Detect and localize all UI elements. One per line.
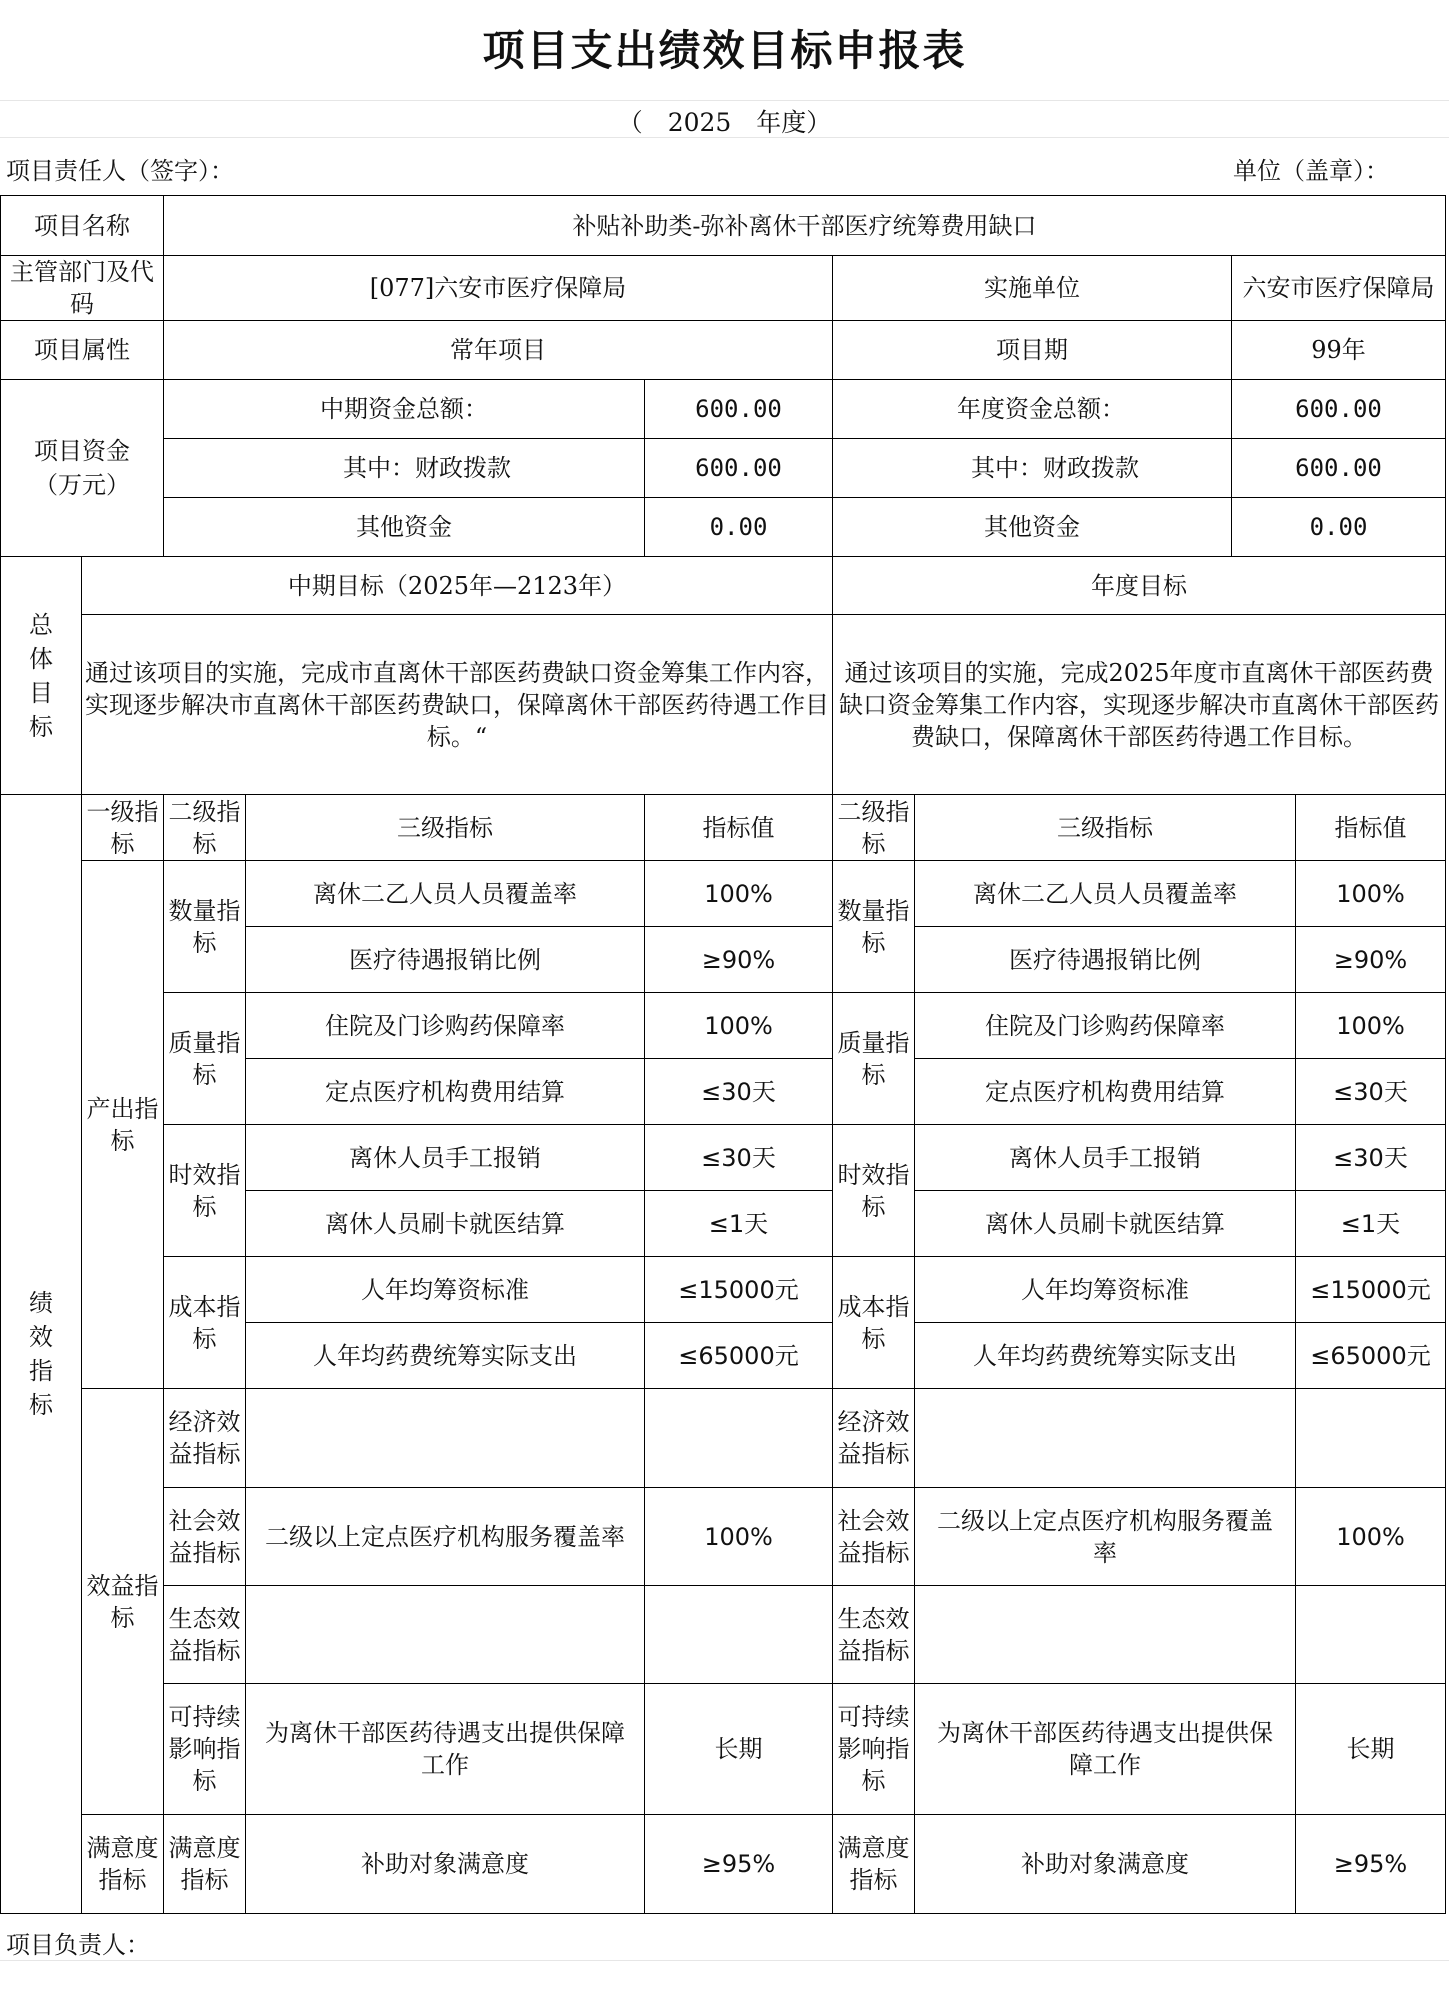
indicator-value-empty-right xyxy=(1296,1389,1446,1488)
year-line: （ 2025 年度） xyxy=(617,108,832,137)
indicator-name-empty-right xyxy=(915,1389,1296,1488)
unit-seal-label: 单位（盖章）： xyxy=(1233,157,1389,185)
indicators-section-label xyxy=(1,795,82,1914)
indicator-name-right: 二级以上定点医疗机构服务覆盖率 xyxy=(915,1488,1296,1586)
year-other-label: 其他资金 xyxy=(833,498,1232,557)
cost-label-right: 成本指标 xyxy=(833,1257,915,1389)
col-level2-header: 二级指标 xyxy=(164,795,246,861)
indicator-name: 二级以上定点医疗机构服务覆盖率 xyxy=(246,1488,645,1586)
indicator-value-empty-right xyxy=(1296,1586,1446,1684)
indicator-name: 离休人员手工报销 xyxy=(246,1125,645,1191)
quantity-label-right: 数量指标 xyxy=(833,861,915,993)
indicator-value: 100% xyxy=(645,1488,833,1586)
indicator-value-right: 100% xyxy=(1296,1488,1446,1586)
indicator-value-right: ≤30天 xyxy=(1296,1125,1446,1191)
year-fiscal-label: 其中：财政拨款 xyxy=(833,439,1232,498)
project-owner-label: 项目负责人： xyxy=(6,1931,150,1959)
overall-goal-label-text: 总体目标 xyxy=(29,610,53,741)
indicator-name-right: 人年均筹资标准 xyxy=(915,1257,1296,1323)
economic-label: 经济效益指标 xyxy=(164,1389,246,1488)
year-fiscal-value: 600.00 xyxy=(1232,439,1446,498)
indicator-value-empty xyxy=(645,1586,833,1684)
page-title: 项目支出绩效目标申报表 xyxy=(482,26,967,75)
col-level2-header-right: 二级指标 xyxy=(833,795,915,861)
indicators-section-label-text: 绩效指标 xyxy=(29,1289,53,1419)
mid-total-value: 600.00 xyxy=(645,380,833,439)
satisfaction-indicator-label: 满意度指标 xyxy=(82,1815,164,1914)
period-value: 99年 xyxy=(1232,321,1446,380)
indicator-value-right: 100% xyxy=(1296,861,1446,927)
indicator-name-right: 人年均药费统筹实际支出 xyxy=(915,1323,1296,1389)
indicator-name: 住院及门诊购药保障率 xyxy=(246,993,645,1059)
col-value-header-right: 指标值 xyxy=(1296,795,1446,861)
cost-label: 成本指标 xyxy=(164,1257,246,1389)
indicator-name-right: 补助对象满意度 xyxy=(915,1815,1296,1914)
impl-unit-label: 实施单位 xyxy=(833,256,1232,321)
output-indicator-label: 产出指标 xyxy=(82,861,164,1389)
period-label: 项目期 xyxy=(833,321,1232,380)
performance-table xyxy=(0,195,1446,1914)
funds-label-text: 项目资金（万元） xyxy=(34,437,130,499)
dept-value: [077]六安市医疗保障局 xyxy=(164,256,833,321)
mid-other-label: 其他资金 xyxy=(164,498,645,557)
overall-goal-label xyxy=(1,557,82,795)
indicator-name: 补助对象满意度 xyxy=(246,1815,645,1914)
quality-label-right: 质量指标 xyxy=(833,993,915,1125)
indicator-name: 离休人员刷卡就医结算 xyxy=(246,1191,645,1257)
indicator-value: ≥90% xyxy=(645,927,833,993)
indicator-name-empty xyxy=(246,1389,645,1488)
indicator-value: 100% xyxy=(645,993,833,1059)
timeliness-label: 时效指标 xyxy=(164,1125,246,1257)
indicator-value-right: ≤15000元 xyxy=(1296,1257,1446,1323)
indicator-name-right: 离休人员手工报销 xyxy=(915,1125,1296,1191)
social-label-right: 社会效益指标 xyxy=(833,1488,915,1586)
indicator-name-right: 离休人员刷卡就医结算 xyxy=(915,1191,1296,1257)
indicator-name: 为离休干部医药待遇支出提供保障工作 xyxy=(246,1684,645,1815)
dept-label: 主管部门及代码 xyxy=(1,256,164,321)
indicator-value: ≤65000元 xyxy=(645,1323,833,1389)
year-goal-text: 通过该项目的实施，完成2025年度市直离休干部医药费缺口资金筹集工作内容，实现逐步解决市直离休干部医药费缺口，保障离休干部医药待遇工作目标。 xyxy=(833,615,1446,795)
satisfaction-sub-label: 满意度指标 xyxy=(164,1815,246,1914)
indicator-name-right: 离休二乙人员人员覆盖率 xyxy=(915,861,1296,927)
ecology-label-right: 生态效益指标 xyxy=(833,1586,915,1684)
indicator-value: ≤30天 xyxy=(645,1059,833,1125)
mid-goal-header: 中期目标（2025年—2123年） xyxy=(82,557,833,615)
satisfaction-sub-label-right: 满意度指标 xyxy=(833,1815,915,1914)
quality-label: 质量指标 xyxy=(164,993,246,1125)
project-name-label: 项目名称 xyxy=(1,196,164,256)
mid-fiscal-label: 其中：财政拨款 xyxy=(164,439,645,498)
impl-unit-value: 六安市医疗保障局 xyxy=(1232,256,1446,321)
mid-other-value: 0.00 xyxy=(645,498,833,557)
indicator-value-right: 长期 xyxy=(1296,1684,1446,1815)
indicator-name-right: 定点医疗机构费用结算 xyxy=(915,1059,1296,1125)
ecology-label: 生态效益指标 xyxy=(164,1586,246,1684)
sustain-label-right: 可持续影响指标 xyxy=(833,1684,915,1815)
indicator-value: ≥95% xyxy=(645,1815,833,1914)
social-label: 社会效益指标 xyxy=(164,1488,246,1586)
col-level1-header: 一级指标 xyxy=(82,795,164,861)
indicator-value: ≤1天 xyxy=(645,1191,833,1257)
mid-goal-text: 通过该项目的实施，完成市直离休干部医药费缺口资金筹集工作内容，实现逐步解决市直离休干部医药费缺口，保障离休干部医药待遇工作目标。“ xyxy=(82,615,833,795)
indicator-name: 医疗待遇报销比例 xyxy=(246,927,645,993)
indicator-value-right: ≥95% xyxy=(1296,1815,1446,1914)
indicator-value: ≤15000元 xyxy=(645,1257,833,1323)
indicator-name: 定点医疗机构费用结算 xyxy=(246,1059,645,1125)
indicator-name: 人年均药费统筹实际支出 xyxy=(246,1323,645,1389)
indicator-name: 离休二乙人员人员覆盖率 xyxy=(246,861,645,927)
indicator-value: 100% xyxy=(645,861,833,927)
indicator-value-right: ≥90% xyxy=(1296,927,1446,993)
year-other-value: 0.00 xyxy=(1232,498,1446,557)
benefit-indicator-label: 效益指标 xyxy=(82,1389,164,1815)
year-goal-header: 年度目标 xyxy=(833,557,1446,615)
col-level3-header-right: 三级指标 xyxy=(915,795,1296,861)
col-value-header: 指标值 xyxy=(645,795,833,861)
funds-label xyxy=(1,380,164,557)
indicator-name-right: 医疗待遇报销比例 xyxy=(915,927,1296,993)
quantity-label: 数量指标 xyxy=(164,861,246,993)
mid-total-label: 中期资金总额： xyxy=(164,380,645,439)
year-total-label: 年度资金总额： xyxy=(833,380,1232,439)
indicator-value-right: 100% xyxy=(1296,993,1446,1059)
indicator-value-right: ≤30天 xyxy=(1296,1059,1446,1125)
indicator-value: 长期 xyxy=(645,1684,833,1815)
indicator-value: ≤30天 xyxy=(645,1125,833,1191)
indicator-value-right: ≤65000元 xyxy=(1296,1323,1446,1389)
year-total-value: 600.00 xyxy=(1232,380,1446,439)
economic-label-right: 经济效益指标 xyxy=(833,1389,915,1488)
grid-line xyxy=(0,1960,1449,1961)
signer-label: 项目责任人（签字）： xyxy=(6,157,234,185)
project-name-value: 补贴补助类-弥补离休干部医疗统筹费用缺口 xyxy=(164,196,1446,256)
mid-fiscal-value: 600.00 xyxy=(645,439,833,498)
indicator-name-empty-right xyxy=(915,1586,1296,1684)
indicator-name: 人年均筹资标准 xyxy=(246,1257,645,1323)
sustain-label: 可持续影响指标 xyxy=(164,1684,246,1815)
attr-label: 项目属性 xyxy=(1,321,164,380)
timeliness-label-right: 时效指标 xyxy=(833,1125,915,1257)
col-level3-header: 三级指标 xyxy=(246,795,645,861)
indicator-name-empty xyxy=(246,1586,645,1684)
attr-value: 常年项目 xyxy=(164,321,833,380)
indicator-value-empty xyxy=(645,1389,833,1488)
indicator-name-right: 为离休干部医药待遇支出提供保障工作 xyxy=(915,1684,1296,1815)
indicator-name-right: 住院及门诊购药保障率 xyxy=(915,993,1296,1059)
indicator-value-right: ≤1天 xyxy=(1296,1191,1446,1257)
grid-line xyxy=(0,100,1449,101)
